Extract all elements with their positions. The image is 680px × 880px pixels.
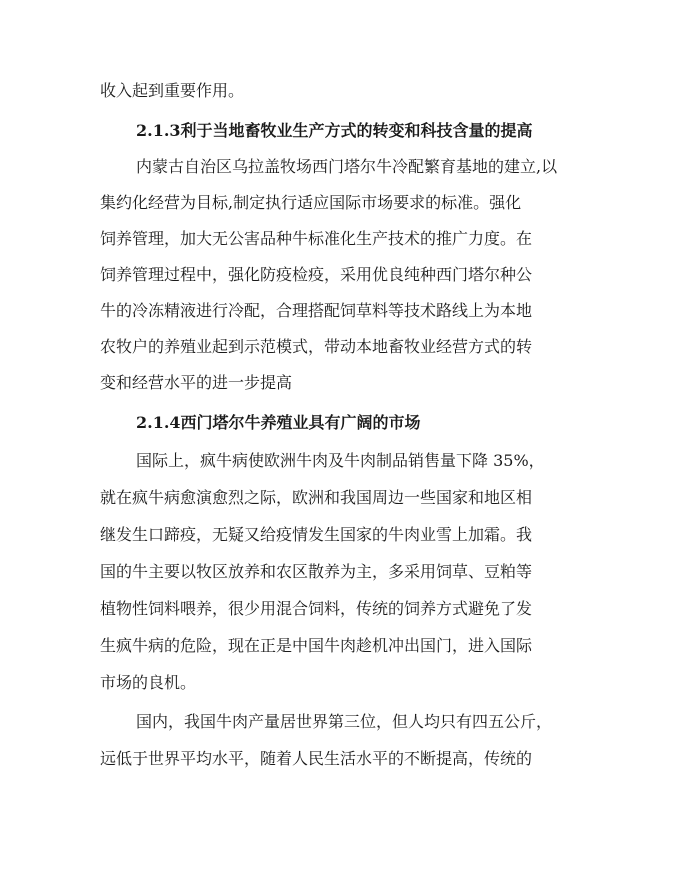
paragraph-line: 收入起到重要作用。 (100, 81, 245, 100)
paragraph-line: 国的牛主要以牧区放养和农区散养为主，多采用饲草、豆粕等 (100, 562, 533, 581)
paragraph-line: 就在疯牛病愈演愈烈之际，欧洲和我国周边一些国家和地区相 (100, 488, 533, 507)
paragraph-line: 继发生口蹄疫，无疑又给疫情发生国家的牛肉业雪上加霜。我 (100, 525, 533, 544)
section-heading-2-1-4: 2.1.4西门塔尔牛养殖业具有广阔的市场 (136, 413, 421, 432)
paragraph-line: 饲养管理，加大无公害品种牛标准化生产技术的推广力度。在 (100, 229, 533, 248)
paragraph-line: 植物性饲料喂养，很少用混合饲料，传统的饲养方式避免了发 (100, 599, 533, 618)
paragraph-line: 生疯牛病的危险，现在正是中国牛肉趁机冲出国门，进入国际 (100, 636, 533, 655)
section-heading-2-1-3: 2.1.3利于当地畜牧业生产方式的转变和科技含量的提高 (136, 121, 533, 140)
paragraph-line: 内蒙古自治区乌拉盖牧场西门塔尔牛冷配繁育基地的建立,以 (136, 157, 558, 176)
paragraph-line: 国内，我国牛肉产量居世界第三位，但人均只有四五公斤， (136, 712, 553, 731)
paragraph-line: 饲养管理过程中，强化防疫检疫，采用优良纯种西门塔尔种公 (100, 265, 533, 284)
paragraph-line: 变和经营水平的进一步提高 (100, 373, 293, 392)
paragraph-line: 集约化经营为目标,制定执行适应国际市场要求的标准。强化 (100, 193, 522, 212)
paragraph-line: 远低于世界平均水平，随着人民生活水平的不断提高，传统的 (100, 749, 533, 768)
paragraph-line: 市场的良机。 (100, 673, 197, 692)
paragraph-line: 国际上，疯牛病使欧洲牛肉及牛肉制品销售量下降 35%， (136, 451, 545, 470)
paragraph-line: 农牧户的养殖业起到示范模式，带动本地畜牧业经营方式的转 (100, 337, 533, 356)
paragraph-line: 牛的冷冻精液进行冷配，合理搭配饲草料等技术路线上为本地 (100, 301, 533, 320)
